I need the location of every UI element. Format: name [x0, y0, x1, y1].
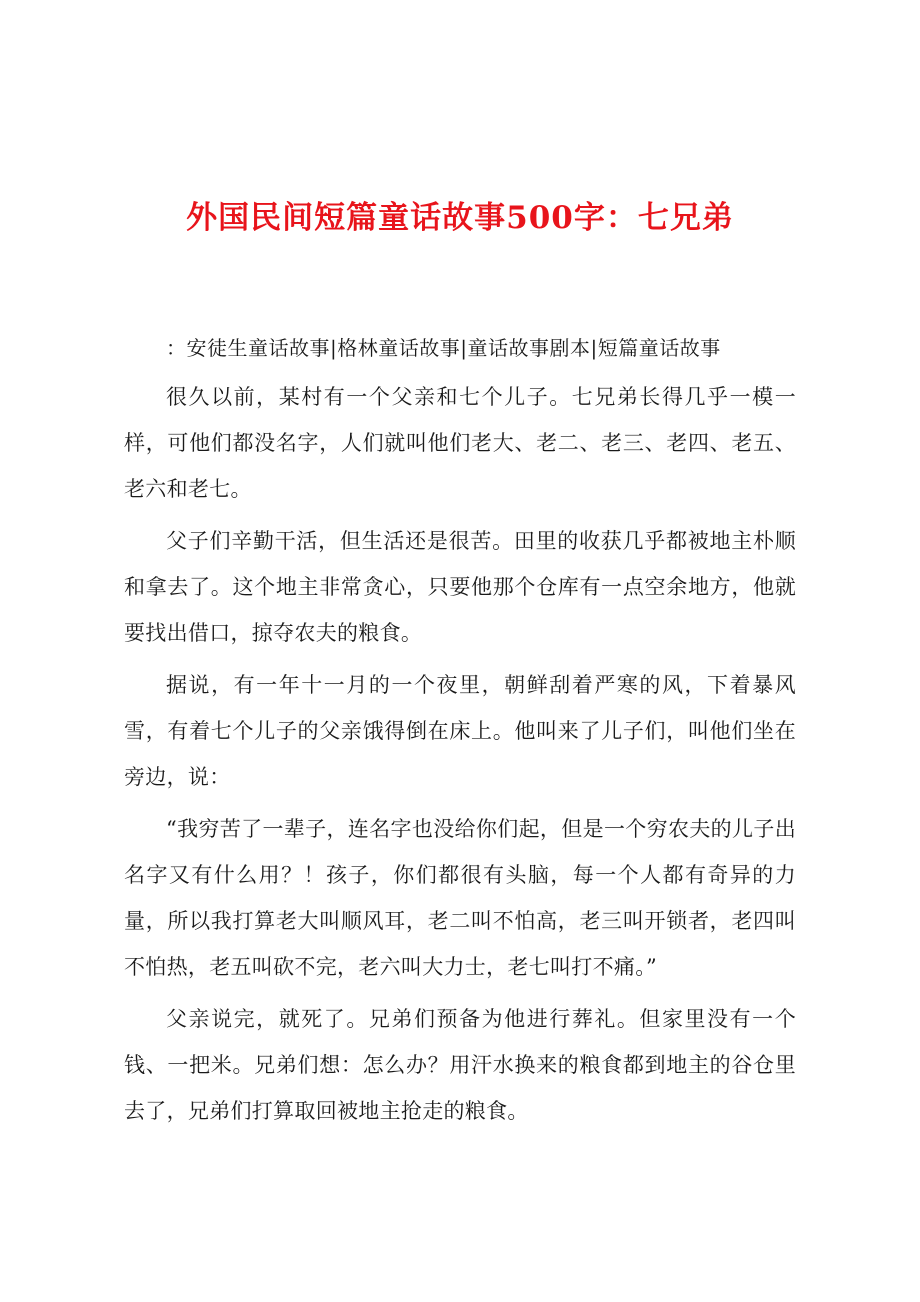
document-title: 外国民间短篇童话故事500字：七兄弟	[186, 200, 734, 236]
paragraph-4: “我穷苦了一辈子，连名字也没给你们起，但是一个穷农夫的儿子出名字又有什么用？！孩子，你们都很有头脑，每一个人都有奇异的力量，所以我打算老大叫顺风耳，老二叫不怕高，老三叫开锁者，老四叫不怕热，老五叫砍不完，老六叫大力士，老七叫打不痛。”	[124, 817, 796, 979]
paragraph-2: 父子们辛勤干活，但生活还是很苦。田里的收获几乎都被地主朴顺和拿去了。这个地主非常贪心，只要他那个仓库有一点空余地方，他就要找出借口，掠夺农夫的粮食。	[124, 529, 796, 645]
tags-line: ：安徒生童话故事|格林童话故事|童话故事剧本|短篇童话故事	[166, 336, 721, 360]
document-body	[124, 325, 796, 1140]
paragraph-1: 很久以前，某村有一个父亲和七个儿子。七兄弟长得几乎一模一样，可他们都没名字，人们就叫他们老大、老二、老三、老四、老五、老六和老七。	[124, 385, 796, 501]
paragraph-5: 父亲说完，就死了。兄弟们预备为他进行葬礼。但家里没有一个钱、一把米。兄弟们想：怎么办？用汗水换来的粮食都到地主的谷仓里去了，兄弟们打算取回被地主抢走的粮食。	[124, 1007, 796, 1123]
paragraph-3: 据说，有一年十一月的一个夜里，朝鲜刮着严寒的风，下着暴风雪，有着七个儿子的父亲饿得倒在床上。他叫来了儿子们，叫他们坐在旁边，说：	[124, 673, 796, 789]
